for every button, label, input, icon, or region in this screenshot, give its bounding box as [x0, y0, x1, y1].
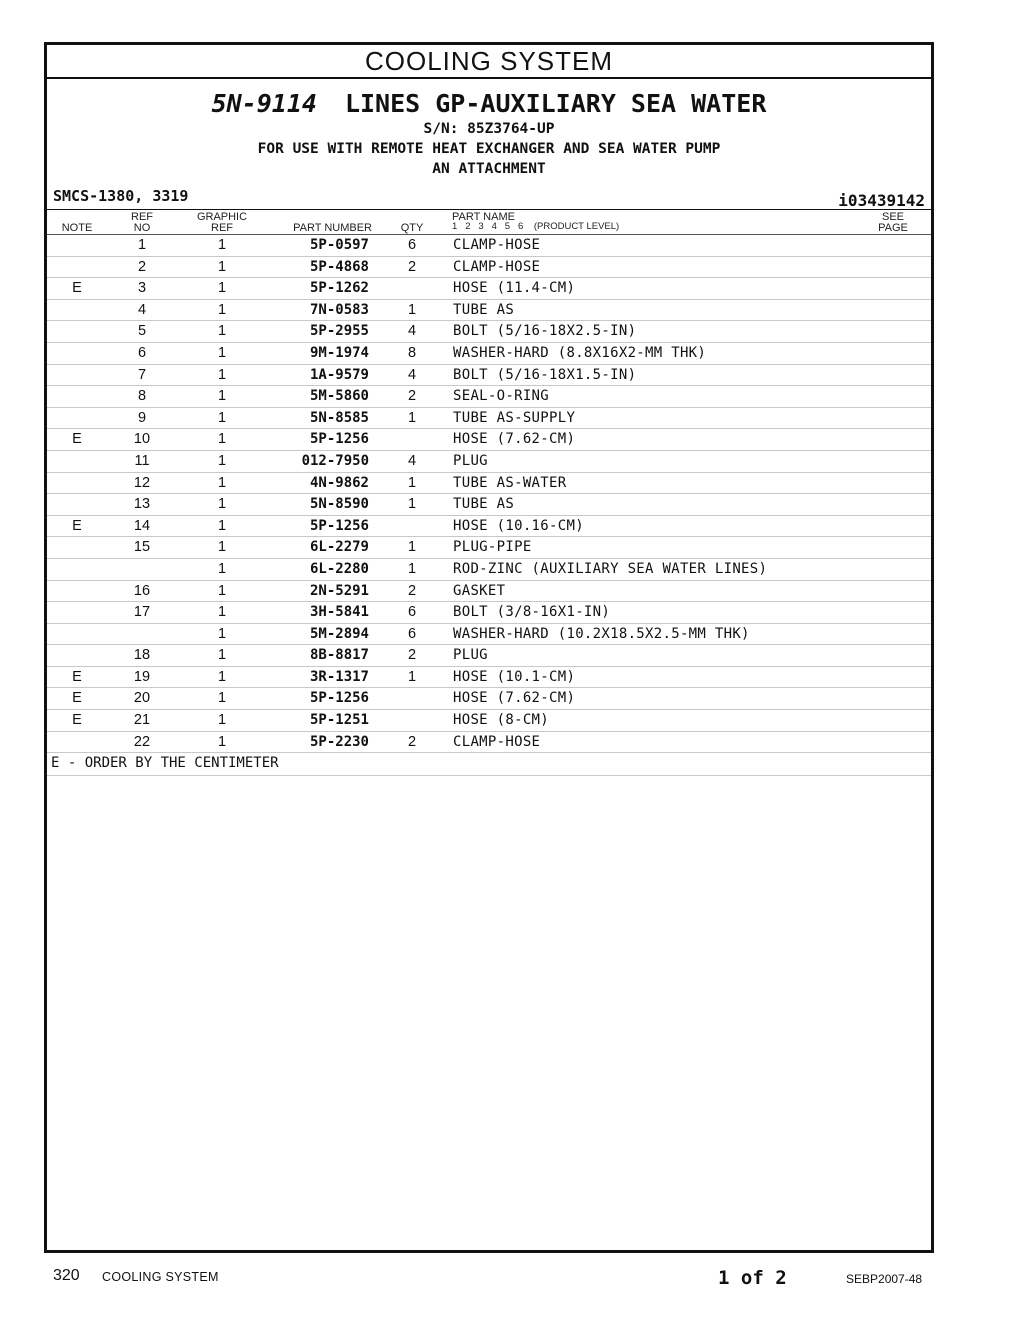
row-part-number: 3R-1317: [309, 668, 369, 685]
row-graphic-ref: 1: [217, 517, 227, 534]
table-row: [47, 494, 931, 516]
row-part-number: 4N-9862: [309, 474, 369, 491]
row-ref-no: 5: [137, 323, 147, 340]
row-qty: 2: [407, 647, 417, 664]
row-graphic-ref: 1: [217, 625, 227, 642]
row-graphic-ref: 1: [217, 690, 227, 707]
col-ref-top: REF: [131, 211, 153, 223]
table-row: [47, 235, 931, 257]
row-graphic-ref: 1: [217, 647, 227, 664]
col-ref-bottom: NO: [133, 222, 151, 234]
use-note-line-1: FOR USE WITH REMOTE HEAT EXCHANGER AND SEA WATER PUMP: [257, 141, 721, 157]
row-ref-no: 14: [133, 517, 151, 534]
row-graphic-ref: 1: [217, 474, 227, 491]
col-note: NOTE: [61, 222, 93, 234]
row-graphic-ref: 1: [217, 431, 227, 448]
row-graphic-ref: 1: [217, 496, 227, 513]
table-row: [47, 602, 931, 624]
row-ref-no: 2: [137, 258, 147, 275]
row-part-name: WASHER-HARD (10.2X18.5X2.5-MM THK): [453, 625, 750, 642]
row-graphic-ref: 1: [217, 560, 227, 577]
row-part-name: CLAMP-HOSE: [453, 237, 541, 253]
row-graphic-ref: 1: [217, 582, 227, 599]
table-row: [47, 300, 931, 322]
group-name: LINES GP-AUXILIARY SEA WATER: [344, 89, 767, 118]
table-row: [47, 429, 931, 451]
row-qty: 1: [407, 496, 417, 513]
row-part-name: CLAMP-HOSE: [453, 733, 541, 750]
col-see-bottom: PAGE: [878, 222, 908, 234]
row-qty: 6: [407, 237, 417, 253]
col-see-top: SEE: [881, 211, 904, 223]
col-part-number: PART NUMBER: [293, 222, 372, 234]
use-note-line-2: AN ATTACHMENT: [432, 161, 546, 177]
row-ref-no: 16: [133, 582, 151, 599]
row-graphic-ref: 1: [217, 712, 227, 729]
row-graphic-ref: 1: [217, 323, 227, 340]
row-graphic-ref: 1: [217, 539, 227, 556]
row-qty: 1: [407, 301, 417, 318]
row-part-name: BOLT (3/8-16X1-IN): [453, 604, 611, 621]
row-qty: 2: [407, 733, 417, 750]
row-qty: 6: [407, 625, 417, 642]
row-ref-no: 22: [133, 733, 151, 750]
row-qty: 1: [407, 539, 417, 556]
row-note: E: [72, 517, 82, 534]
row-graphic-ref: 1: [217, 237, 227, 253]
row-ref-no: 17: [133, 604, 151, 621]
row-qty: 2: [407, 582, 417, 599]
row-ref-no: 7: [137, 366, 147, 383]
row-qty: 4: [407, 323, 417, 340]
row-qty: 1: [407, 409, 417, 426]
col-qty: QTY: [400, 222, 424, 234]
table-row: [47, 473, 931, 495]
col-product-levels: 1 2 3 4 5 6 (PRODUCT LEVEL): [452, 221, 620, 232]
row-part-name: PLUG: [453, 452, 488, 469]
row-part-number: 7N-0583: [309, 301, 369, 318]
row-graphic-ref: 1: [217, 668, 227, 685]
row-graphic-ref: 1: [217, 388, 227, 405]
row-part-name: HOSE (7.62-CM): [453, 690, 576, 707]
row-part-number: 5P-0597: [309, 237, 369, 253]
row-part-name: TUBE AS: [453, 496, 515, 513]
row-part-number: 5M-2894: [309, 625, 369, 642]
row-ref-no: 19: [133, 668, 151, 685]
row-ref-no: 21: [133, 712, 151, 729]
row-note: E: [72, 668, 82, 685]
smcs-code: SMCS-1380, 3319: [53, 187, 189, 205]
illustration-id: i03439142: [838, 191, 925, 210]
row-part-number: 5P-2230: [309, 733, 369, 750]
document-code: SEBP2007-48: [846, 1272, 923, 1286]
row-part-number: 5P-2955: [309, 323, 369, 340]
table-row: [47, 559, 931, 581]
group-part-number: 5N-9114: [211, 89, 317, 118]
page-count: 1 of 2: [718, 1267, 787, 1289]
row-qty: 1: [407, 560, 417, 577]
row-part-number: 012-7950: [301, 452, 369, 469]
table-row: [47, 688, 931, 710]
row-part-number: 5M-5860: [309, 388, 369, 405]
col-part-name: PART NAME: [452, 211, 515, 223]
parts-table-body: [47, 235, 931, 753]
row-part-number: 1A-9579: [309, 366, 369, 383]
row-ref-no: 12: [133, 474, 151, 491]
row-graphic-ref: 1: [217, 604, 227, 621]
part-group-header: [47, 89, 931, 179]
row-part-number: 5P-1256: [309, 690, 369, 707]
row-qty: 2: [407, 258, 417, 275]
row-part-name: CLAMP-HOSE: [453, 258, 541, 275]
row-qty: 8: [407, 344, 417, 361]
section-title: COOLING SYSTEM: [47, 45, 931, 79]
row-qty: 4: [407, 366, 417, 383]
table-row: [47, 537, 931, 559]
row-note: E: [72, 280, 82, 297]
row-graphic-ref: 1: [217, 344, 227, 361]
table-row: [47, 732, 931, 754]
row-part-number: 2N-5291: [309, 582, 369, 599]
row-ref-no: 8: [137, 388, 147, 405]
row-graphic-ref: 1: [217, 733, 227, 750]
row-graphic-ref: 1: [217, 366, 227, 383]
row-ref-no: 20: [133, 690, 151, 707]
row-graphic-ref: 1: [217, 280, 227, 297]
row-graphic-ref: 1: [217, 258, 227, 275]
row-part-name: TUBE AS-WATER: [453, 474, 567, 491]
row-part-number: 5N-8590: [309, 496, 369, 513]
col-graphic-top: GRAPHIC: [196, 211, 248, 223]
page-number: 320: [53, 1267, 80, 1284]
row-part-number: 5P-1251: [309, 712, 369, 729]
table-row: [47, 710, 931, 732]
table-row: [47, 365, 931, 387]
row-part-number: 6L-2280: [309, 560, 369, 577]
row-qty: 1: [407, 668, 417, 685]
row-part-name: BOLT (5/16-18X2.5-IN): [453, 323, 637, 340]
row-ref-no: 18: [133, 647, 151, 664]
row-note: E: [72, 712, 82, 729]
col-graphic-bottom: REF: [211, 222, 233, 234]
footnote: E - ORDER BY THE CENTIMETER: [47, 753, 931, 776]
row-part-name: WASHER-HARD (8.8X16X2-MM THK): [453, 344, 707, 361]
row-graphic-ref: 1: [217, 301, 227, 318]
table-row: [47, 451, 931, 473]
row-part-number: 8B-8817: [309, 647, 369, 664]
table-row: [47, 667, 931, 689]
row-graphic-ref: 1: [217, 409, 227, 426]
table-row: [47, 343, 931, 365]
row-part-number: 5P-1262: [309, 280, 369, 297]
row-ref-no: 10: [133, 431, 151, 448]
row-part-name: TUBE AS-SUPPLY: [453, 409, 576, 426]
row-part-name: HOSE (11.4-CM): [453, 280, 576, 297]
row-part-number: 5P-1256: [309, 431, 369, 448]
row-part-name: HOSE (7.62-CM): [453, 431, 576, 448]
row-part-number: 6L-2279: [309, 539, 369, 556]
parts-page-frame: [44, 42, 934, 1253]
row-part-name: BOLT (5/16-18X1.5-IN): [453, 366, 637, 383]
row-part-number: 3H-5841: [309, 604, 369, 621]
row-ref-no: 9: [137, 409, 147, 426]
table-row: [47, 408, 931, 430]
row-ref-no: 11: [134, 452, 150, 469]
row-part-number: 5P-4868: [309, 258, 369, 275]
table-row: [47, 386, 931, 408]
row-part-name: HOSE (8-CM): [453, 712, 550, 729]
row-qty: 4: [407, 452, 417, 469]
row-part-name: PLUG: [453, 647, 488, 664]
row-part-name: HOSE (10.16-CM): [453, 517, 584, 534]
table-row: [47, 581, 931, 603]
row-part-number: 9M-1974: [309, 344, 369, 361]
row-ref-no: 6: [137, 344, 147, 361]
row-part-name: ROD-ZINC (AUXILIARY SEA WATER LINES): [453, 560, 768, 577]
row-qty: 1: [407, 474, 417, 491]
table-row: [47, 645, 931, 667]
row-part-name: HOSE (10.1-CM): [453, 668, 576, 685]
row-graphic-ref: 1: [217, 452, 227, 469]
row-ref-no: 3: [137, 280, 147, 297]
table-row: [47, 516, 931, 538]
row-ref-no: 4: [137, 301, 147, 318]
page-footer: [0, 1265, 1020, 1295]
row-part-name: PLUG-PIPE: [453, 539, 532, 556]
row-part-number: 5P-1256: [309, 517, 369, 534]
column-header: [47, 210, 931, 235]
row-note: E: [72, 431, 82, 448]
serial-range: S/N: 85Z3764-UP: [423, 121, 555, 137]
table-row: [47, 278, 931, 300]
row-note: E: [72, 690, 82, 707]
row-part-name: GASKET: [453, 582, 506, 599]
row-ref-no: 13: [133, 496, 151, 513]
table-row: [47, 624, 931, 646]
row-qty: 2: [407, 388, 417, 405]
row-ref-no: 15: [133, 539, 151, 556]
row-ref-no: 1: [137, 237, 147, 253]
footer-section: COOLING SYSTEM: [102, 1270, 219, 1284]
row-part-name: TUBE AS: [453, 301, 515, 318]
table-row: [47, 321, 931, 343]
row-qty: 6: [407, 604, 417, 621]
group-title-line: [47, 89, 931, 119]
row-part-number: 5N-8585: [309, 409, 369, 426]
smcs-row: [47, 185, 931, 210]
table-row: [47, 257, 931, 279]
row-part-name: SEAL-O-RING: [453, 388, 550, 405]
